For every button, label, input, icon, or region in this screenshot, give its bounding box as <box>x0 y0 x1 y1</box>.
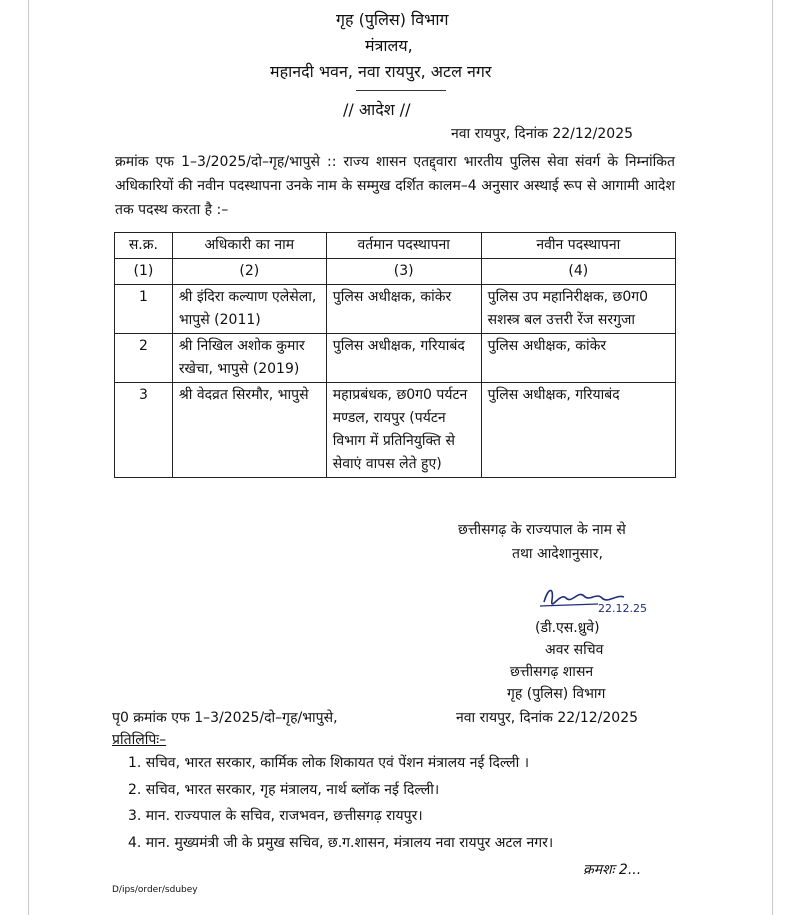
row-officer-name: श्री इंदिरा कल्याण एलेसेला, भापुसे (2011) <box>172 285 326 334</box>
list-item: 3. मान. राज्यपाल के सचिव, राजभवन, छत्तीसगढ़ रायपुर। <box>128 808 423 824</box>
order-title: // आदेश // <box>343 100 411 119</box>
row-serial: 1 <box>115 285 173 334</box>
posting-table <box>114 232 676 478</box>
header-new-posting: नवीन पदस्थापना <box>481 233 675 259</box>
table-row <box>115 334 676 383</box>
file-path: D/ips/order/sdubey <box>112 885 198 895</box>
list-item: 2. सचिव, भारत सरकार, गृह मंत्रालय, नार्थ ब्लॉक नई दिल्ली। <box>128 781 440 798</box>
table-column-number-row <box>115 259 676 285</box>
signatory-government: छत्तीसगढ़ शासन <box>510 664 594 680</box>
ministry-heading: मंत्रालय, <box>365 36 413 55</box>
row-serial: 3 <box>115 383 173 478</box>
column-number: (4) <box>481 259 675 285</box>
row-current-posting: पुलिस अधीक्षक, कांकेर <box>326 285 481 334</box>
signatory-department: गृह (पुलिस) विभाग <box>507 686 606 702</box>
list-item: 4. मान. मुख्यमंत्री जी के प्रमुख सचिव, छ.ग.शासन, मंत्रालय नवा रायपुर अटल नगर। <box>128 834 554 851</box>
signatory-name: (डी.एस.ध्रुवे) <box>535 620 600 636</box>
order-place-date: नवा रायपुर, दिनांक 22/12/2025 <box>451 126 634 142</box>
row-serial: 2 <box>115 334 173 383</box>
row-officer-name: श्री निखिल अशोक कुमार रखेचा, भापुसे (2019) <box>172 334 326 383</box>
page-border-left <box>28 0 29 915</box>
authority-line-2: तथा आदेशानुसार, <box>512 546 603 562</box>
handwritten-signature <box>538 582 668 618</box>
copy-recipient-list <box>128 750 553 856</box>
row-current-posting: पुलिस अधीक्षक, गरियाबंद <box>326 334 481 383</box>
table-row <box>115 383 676 478</box>
table-header-row <box>115 233 676 259</box>
header-divider <box>356 90 446 91</box>
row-new-posting: पुलिस अधीक्षक, कांकेर <box>481 334 675 383</box>
header-serial: स.क्र. <box>115 233 173 259</box>
header-current-posting: वर्तमान पदस्थापना <box>326 233 481 259</box>
row-officer-name: श्री वेदव्रत सिरमौर, भापुसे <box>172 383 326 478</box>
authority-line-1: छत्तीसगढ़ के राज्यपाल के नाम से <box>458 522 626 538</box>
copy-to-label: प्रतिलिपिः– <box>112 732 167 748</box>
column-number: (1) <box>115 259 173 285</box>
row-new-posting: पुलिस उप महानिरीक्षक, छ0ग0 सशस्त्र बल उत्तरी रेंज सरगुजा <box>481 285 675 334</box>
column-number: (3) <box>326 259 481 285</box>
list-item: 1. सचिव, भारत सरकार, कार्मिक लोक शिकायत एवं पेंशन मंत्रालय नई दिल्ली । <box>128 755 530 771</box>
order-intro-paragraph: क्रमांक एफ 1–3/2025/दो–गृह/भापुसे :: राज्य शासन एतद्द्वारा भारतीय पुलिस सेवा संवर्ग के निम्नांकित अधिकारियों की नवीन पदस्थापना उनके नाम के सम्मुख दर्शित कालम–4 अनुसार अस्थाई रूप से आगामी आदेश तक पदस्थ करता है :– <box>115 154 675 218</box>
row-new-posting: पुलिस अधीक्षक, गरियाबंद <box>481 383 675 478</box>
endorsement-place-date: नवा रायपुर, दिनांक 22/12/2025 <box>456 710 639 726</box>
signature-date: 22.12.25 <box>598 602 647 615</box>
column-number: (2) <box>172 259 326 285</box>
address-heading: महानदी भवन, नवा रायपुर, अटल नगर <box>270 62 492 81</box>
page-border-right <box>772 0 773 915</box>
endorsement-reference: पृ0 क्रमांक एफ 1–3/2025/दो–गृह/भापुसे, <box>112 710 338 726</box>
signatory-designation: अवर सचिव <box>545 642 604 658</box>
table-row <box>115 285 676 334</box>
department-heading: गृह (पुलिस) विभाग <box>336 10 449 29</box>
row-current-posting: महाप्रबंधक, छ0ग0 पर्यटन मण्डल, रायपुर (पर्यटन विभाग में प्रतिनियुक्ति से सेवाएं वापस लेते हुए) <box>326 383 481 478</box>
continued-marker: क्रमशः 2... <box>583 862 642 878</box>
header-officer-name: अधिकारी का नाम <box>172 233 326 259</box>
